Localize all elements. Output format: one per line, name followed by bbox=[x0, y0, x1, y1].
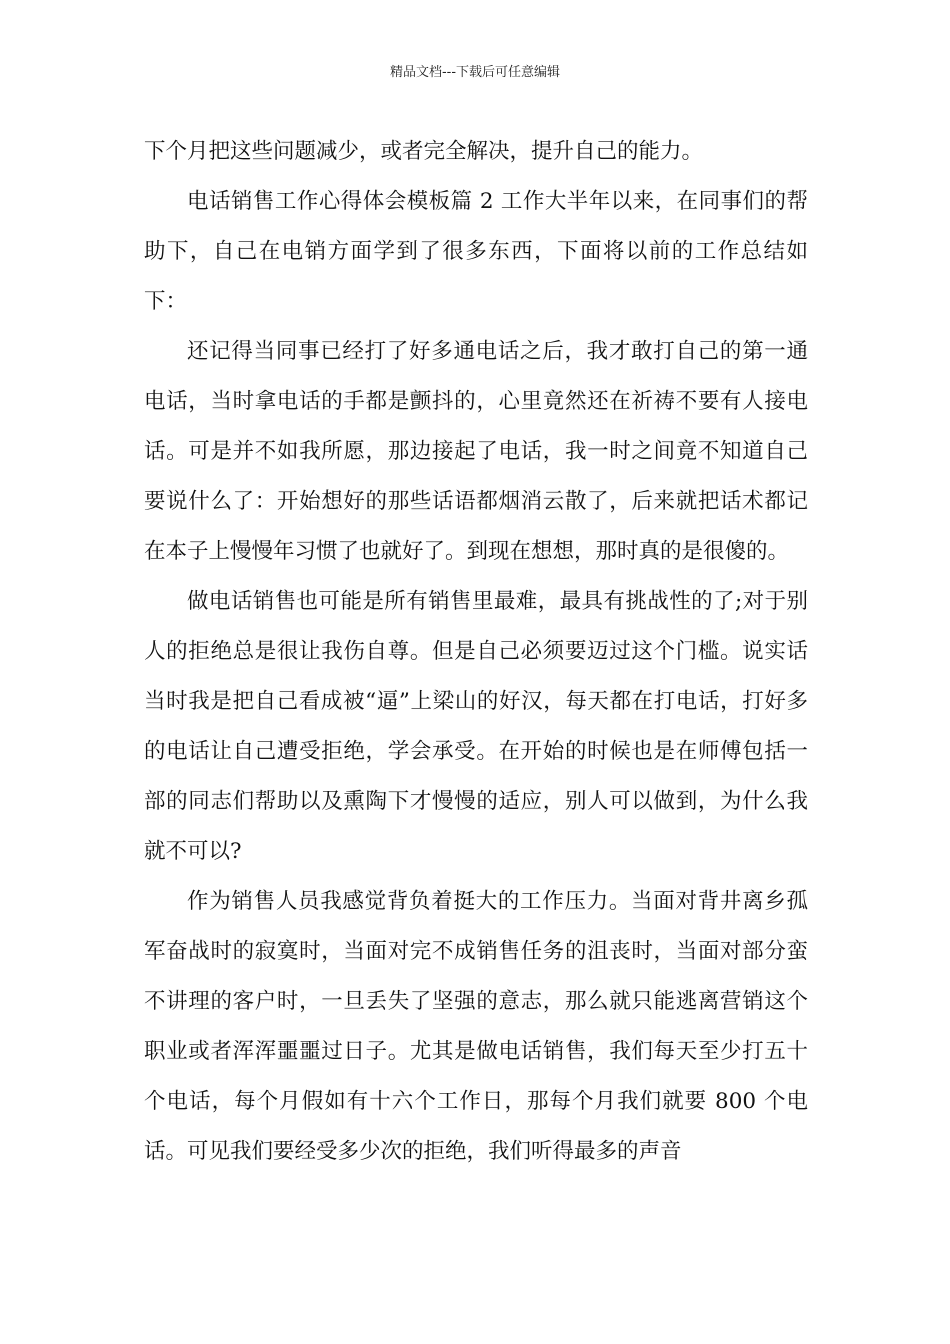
paragraph: 做电话销售也可能是所有销售里最难，最具有挑战性的了;对于别人的拒绝总是很让我伤自尊。但是自己必须要迈过这个门槛。说实话当时我是把自己看成被“逼”上梁山的好汉，每天都在打电话，打好多的电话让自己遭受拒绝，学会承受。在开始的时候也是在师傅包括一部的同志们帮助以及熏陶下才慢慢的适应，别人可以做到，为什么我就不可以? bbox=[144, 589, 808, 864]
paragraph: 还记得当同事已经打了好多通电话之后，我才敢打自己的第一通电话，当时拿电话的手都是颤抖的，心里竟然还在祈祷不要有人接电话。可是并不如我所愿，那边接起了电话，我一时之间竟不知道自己要说什么了：开始想好的那些话语都烟消云散了，后来就把话术都记在本子上慢慢年习惯了也就好了。到现在想想，那时真的是很傻的。 bbox=[144, 339, 808, 564]
paragraph: 电话销售工作心得体会模板篇 2 工作大半年以来，在同事们的帮助下，自己在电销方面学到了很多东西，下面将以前的工作总结如下： bbox=[144, 189, 808, 314]
paragraph-continuation: 下个月把这些问题减少，或者完全解决，提升自己的能力。 bbox=[144, 139, 704, 164]
document-body bbox=[144, 127, 808, 1177]
page-header: 精品文档---下载后可任意编辑 bbox=[389, 65, 561, 80]
paragraph: 作为销售人员我感觉背负着挺大的工作压力。当面对背井离乡孤军奋战时的寂寞时，当面对完不成销售任务的沮丧时，当面对部分蛮不讲理的客户时，一旦丢失了坚强的意志，那么就只能逃离营销这个职业或者浑浑噩噩过日子。尤其是做电话销售，我们每天至少打五十个电话，每个月假如有十六个工作日，那每个月我们就要 800 个电话。可见我们要经受多少次的拒绝，我们听得最多的声音 bbox=[144, 889, 808, 1164]
